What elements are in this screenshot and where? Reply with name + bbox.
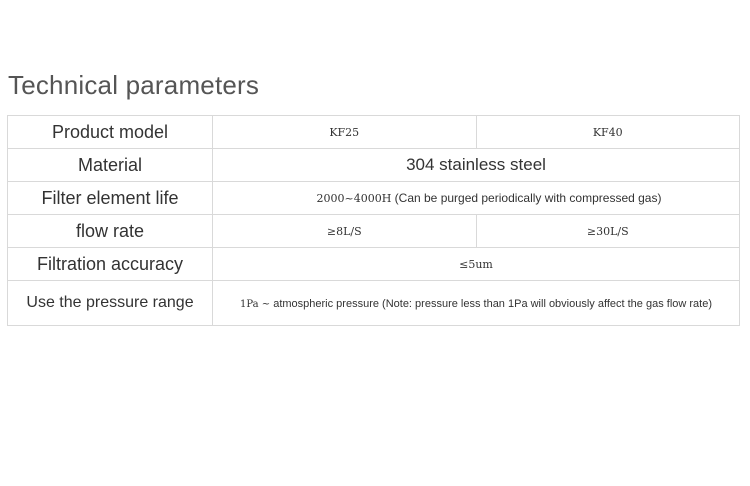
row-label-filter-life: Filter element life (8, 182, 213, 215)
table-row-filtration-accuracy (8, 248, 740, 281)
product-model-kf25: KF25 (213, 116, 477, 149)
flow-rate-kf25: ≥8L/S (213, 215, 477, 248)
filter-life-note: (Can be purged periodically with compressed gas) (391, 191, 662, 205)
table-row-flow-rate (8, 215, 740, 248)
table-row-pressure-range (8, 281, 740, 326)
row-label-material: Material (8, 149, 213, 182)
technical-parameters-table (7, 115, 740, 326)
table-row-material (8, 149, 740, 182)
flow-rate-kf40: ≥30L/S (476, 215, 740, 248)
filter-life-value (213, 182, 740, 215)
filter-life-hours: 2000~4000H (316, 192, 392, 205)
pressure-range-value (213, 281, 740, 326)
row-label-product-model: Product model (8, 116, 213, 149)
pressure-range-min: 1Pa ~ (239, 299, 271, 310)
table-row-product-model (8, 116, 740, 149)
product-model-kf40: KF40 (476, 116, 740, 149)
page-title: Technical parameters (8, 70, 260, 100)
row-label-filtration-accuracy: Filtration accuracy (8, 248, 213, 281)
row-label-pressure-range: Use the pressure range (8, 281, 213, 326)
row-label-flow-rate: flow rate (8, 215, 213, 248)
material-value: 304 stainless steel (213, 149, 740, 182)
table-row-filter-life (8, 182, 740, 215)
pressure-range-note: atmospheric pressure (Note: pressure less than 1Pa will obviously affect the gas flow rate) (270, 298, 712, 310)
filtration-accuracy-value: ≤5um (213, 248, 740, 281)
